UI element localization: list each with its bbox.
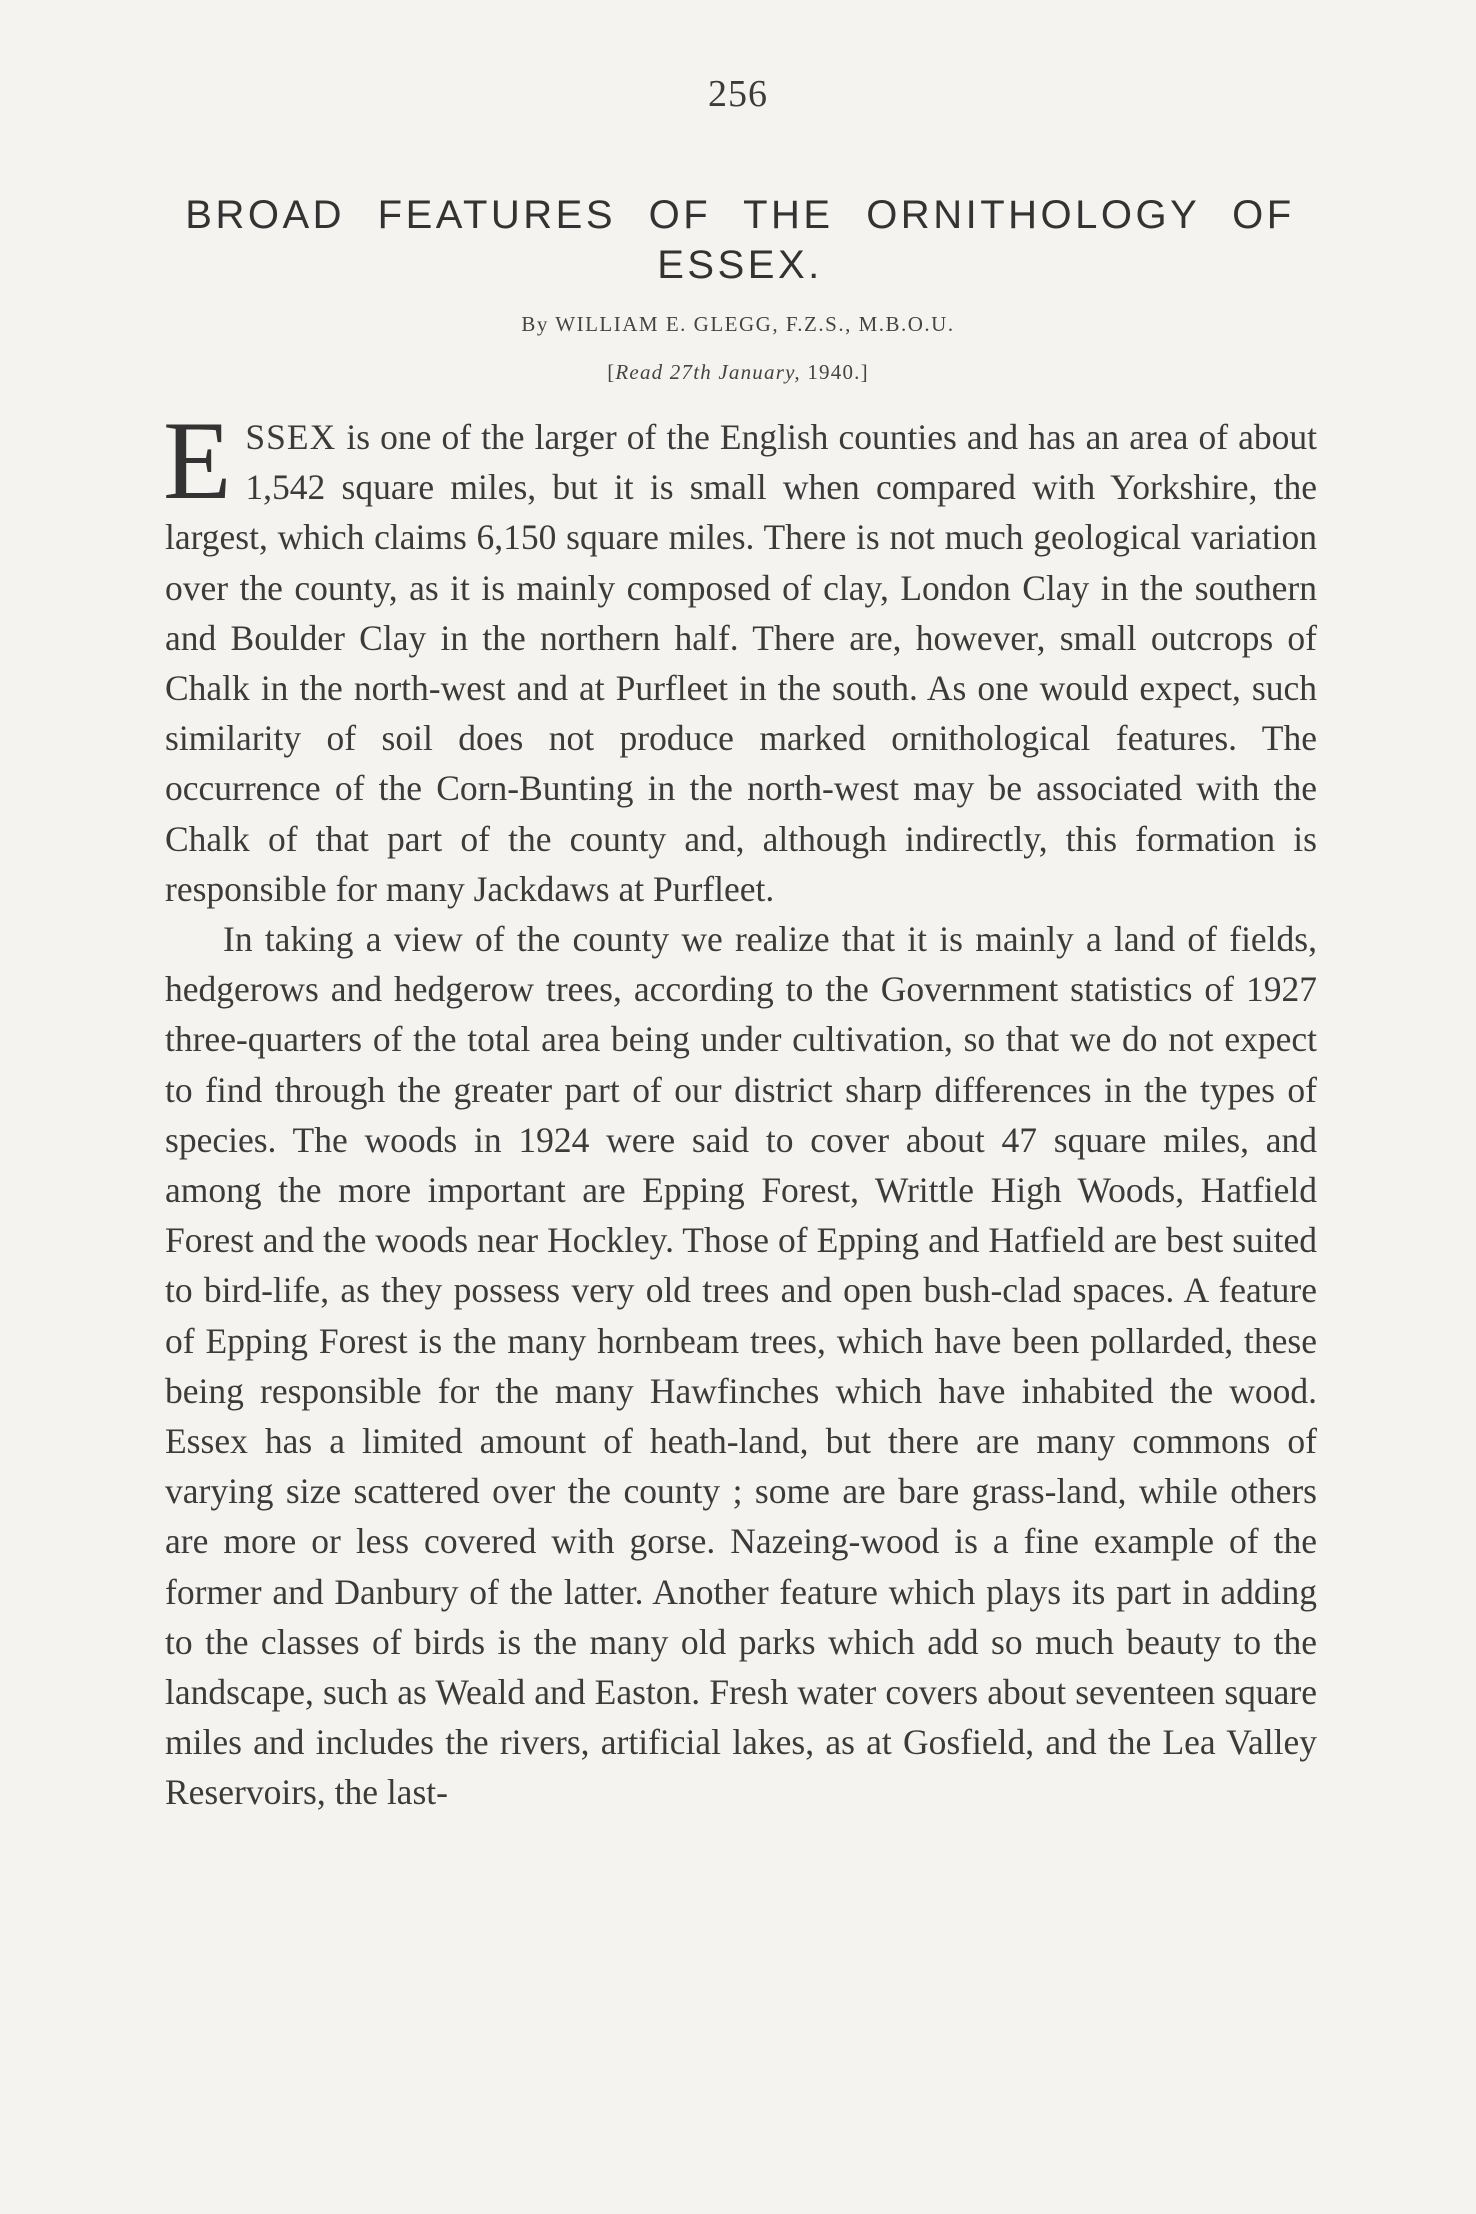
paragraph-text: In taking a view of the county we realize that it is mainly a land of fields, hedgerows and hedgerow trees, according to the Government statistics of 1927 three-quarters of the total area being under cultivation, so that we do not expect to find through the greater part of our district sharp differences in the types of species. The woods in 1924 were said to cover about 47 square miles, and among the more important are Epping Forest, Writtle High Woods, Hatfield Forest and the woods near Hockley. Those of Epping and Hatfield are best suited to bird-life, as they possess very old trees and open bush-clad spaces. A feature of Epping Forest is the many hornbeam trees, which have been pollarded, these being responsible for the many Hawfinches which have inhabited the wood. Essex has a limited amount of heath-land, but there are many commons of varying size scattered over the county ; some are bare grass-land, while others are more or less covered with gorse. Nazeing-wood is a fine example of the former and Danbury of the latter. Another feature which plays its part in adding to the classes of birds is the many old parks which add so much beauty to the landscape, such as Weald and Easton. Fresh water covers about seventeen square miles and includes the rivers, artificial lakes, as at Gosfield, and the Lea Valley Reservoirs, the last- — [165, 919, 1317, 1813]
article-body — [163, 399, 1317, 1818]
page-number: 256 — [708, 73, 768, 115]
read-date — [0, 360, 1476, 385]
paragraph-text: is one of the larger of the English counties and has an area of about 1,542 square miles, but it is small when compared with Yorkshire, the largest, which claims 6,150 square miles. There is not much geological variation over the county, as it is mainly composed of clay, London Clay in the southern and Boulder Clay in the northern half. There are, however, small outcrops of Chalk in the north-west and at Purfleet in the south. As one would expect, such similarity of soil does not produce marked ornithological features. The occurrence of the Corn-Bunting in the north-west may be associated with the Chalk of that part of the county and, although indirectly, this formation is responsible for many Jackdaws at Purfleet. — [165, 417, 1317, 909]
paragraph-2 — [165, 914, 1317, 1818]
drop-cap: E — [163, 399, 232, 523]
read-date-italic: Read 27th January, — [615, 360, 801, 384]
paragraph-lead: SSEX — [245, 417, 337, 457]
read-date-open: [ — [607, 360, 616, 384]
article-title: BROAD FEATURES OF THE ORNITHOLOGY OF ESSEX. — [185, 193, 1295, 287]
paragraph-1 — [163, 399, 1317, 914]
author-byline: By WILLIAM E. GLEGG, F.Z.S., M.B.O.U. — [521, 312, 955, 336]
read-date-rest: 1940.] — [800, 360, 869, 384]
